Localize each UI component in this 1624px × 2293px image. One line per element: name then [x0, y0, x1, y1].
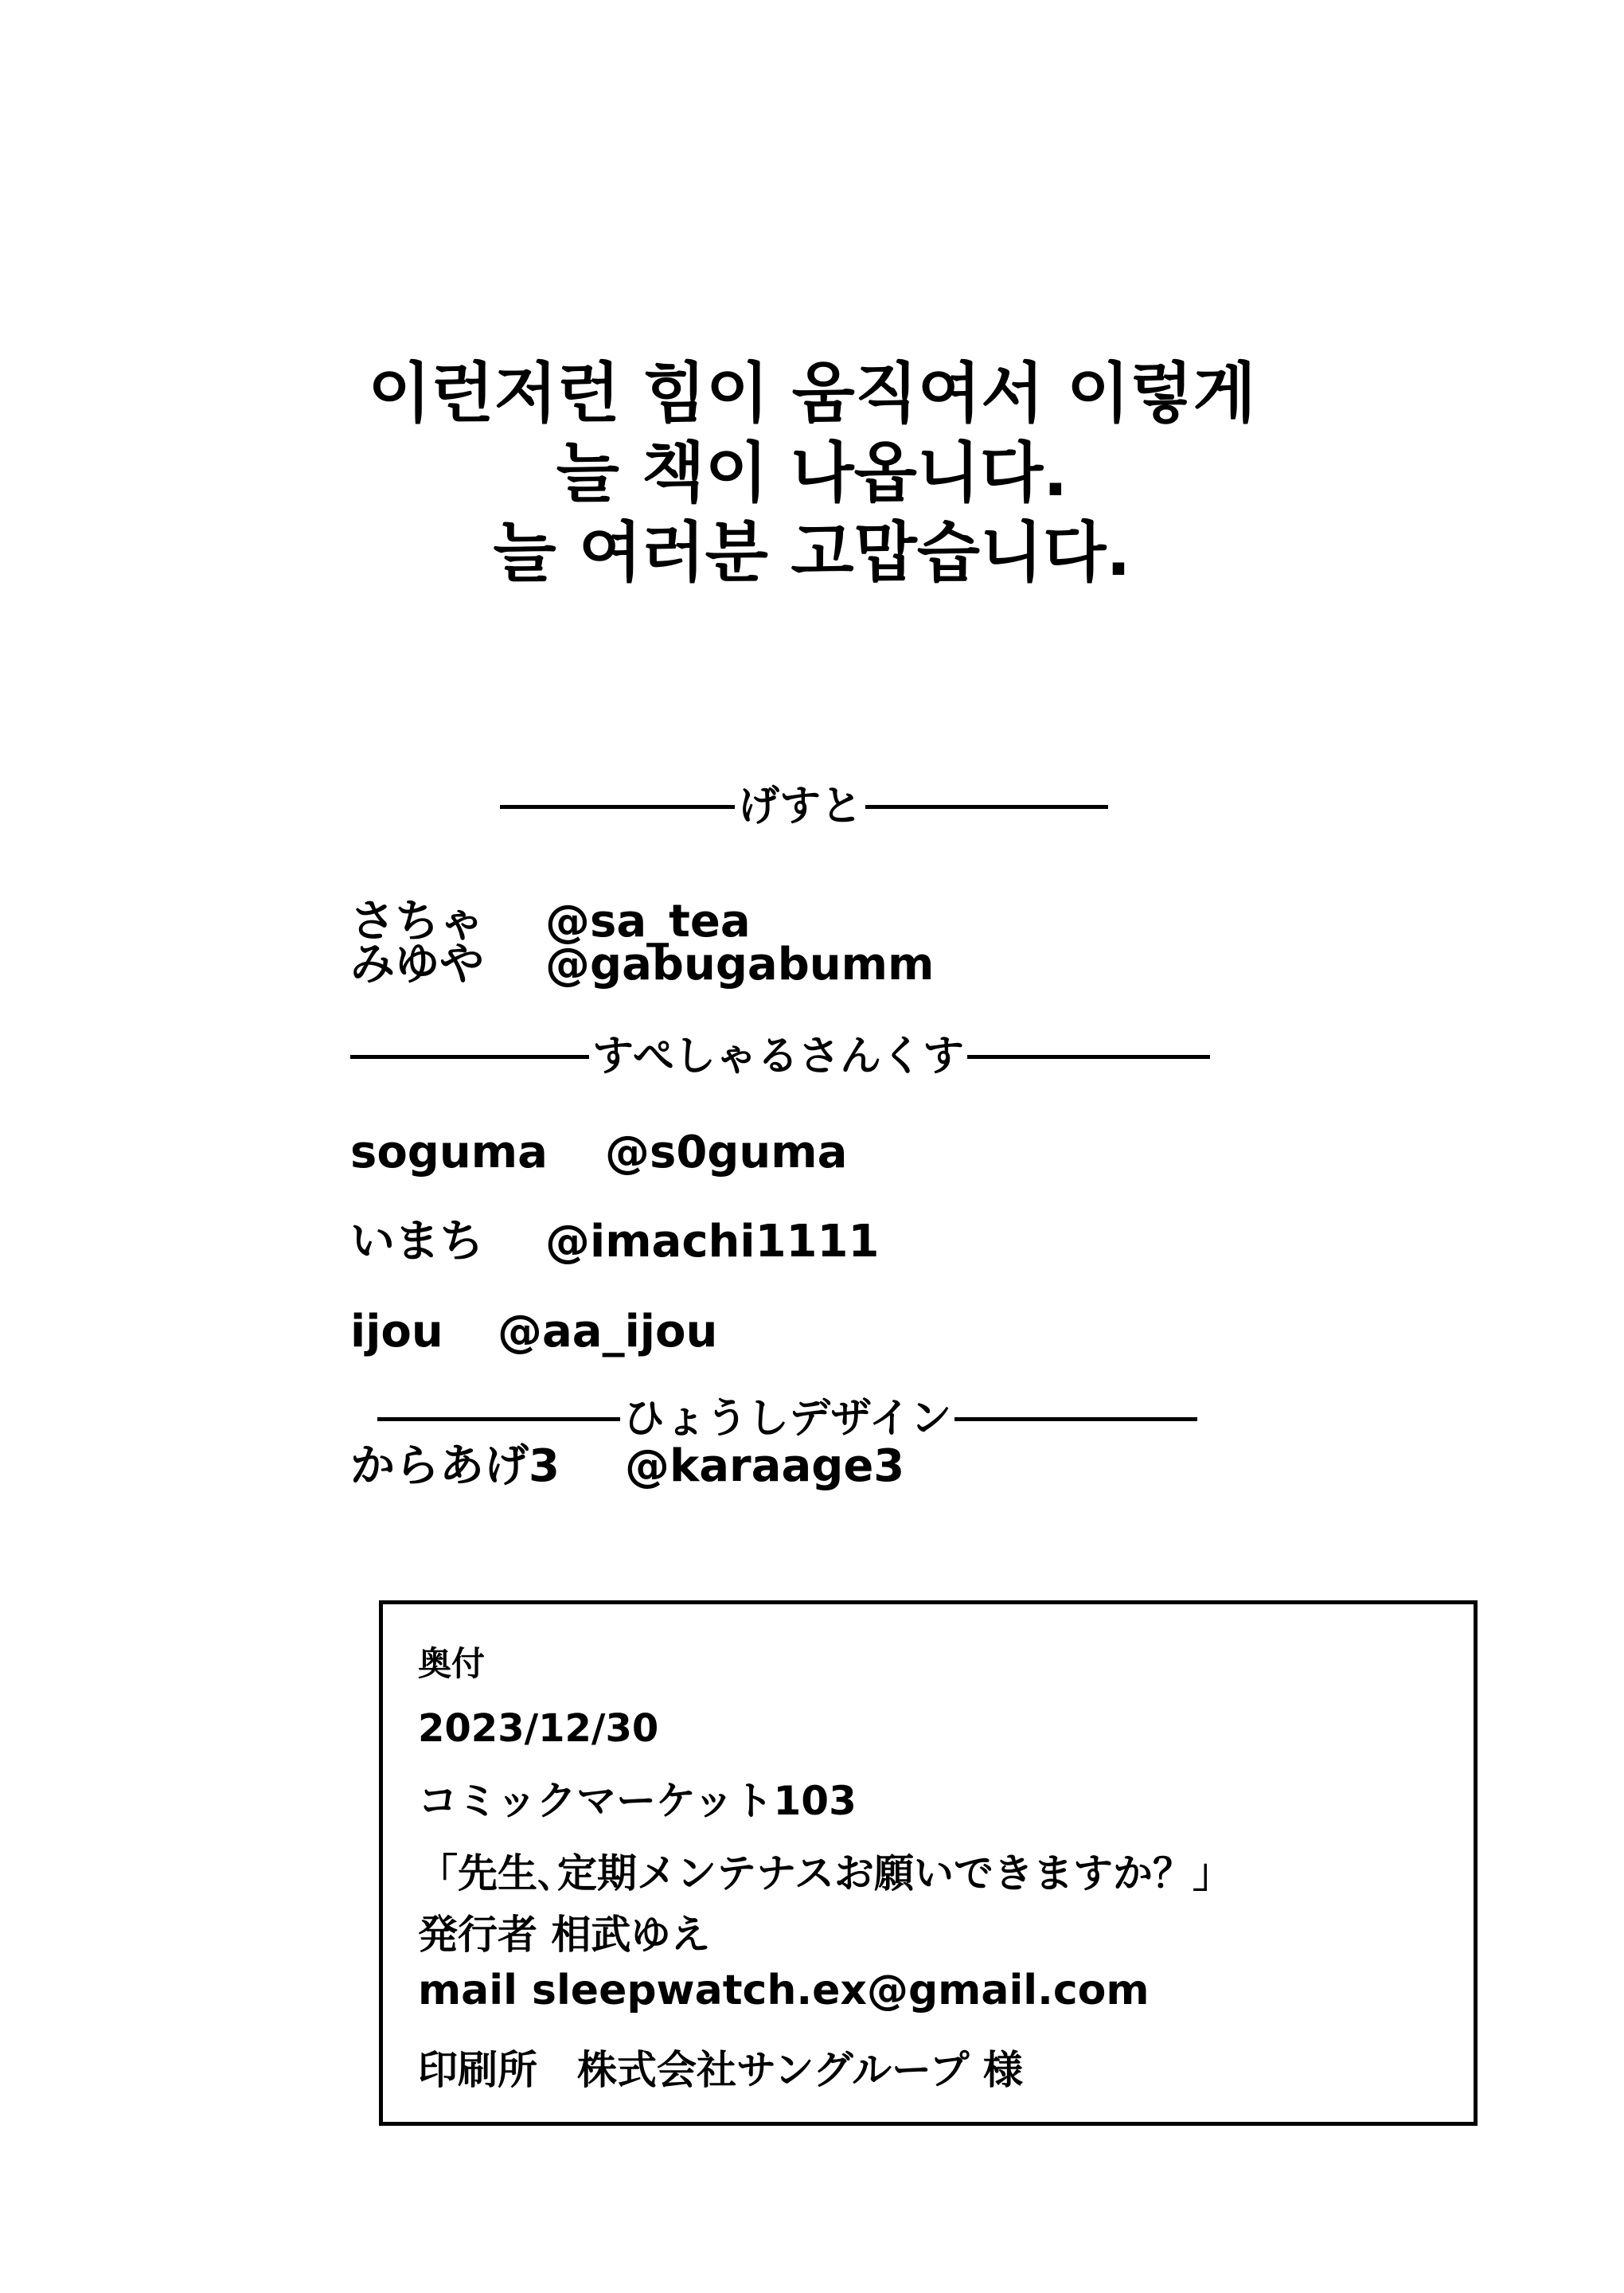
credit-name: からあげ3 — [350, 1440, 560, 1492]
credit-handle: @s0guma — [605, 1127, 848, 1178]
credit-entry — [350, 1129, 847, 1177]
message-line: 이런저런 힘이 움직여서 이렇게 — [368, 356, 1256, 432]
colophon-publisher: 発行者 相武ゆえ — [418, 1912, 711, 1958]
special-thanks-heading-label: すぺしゃるさんくす — [592, 1033, 964, 1080]
message-line: 늘 책이 나옵니다. — [556, 436, 1068, 511]
credit-name: いまち — [350, 1216, 484, 1268]
special-thanks-heading — [350, 1033, 1210, 1080]
colophon-title: 奥付 — [418, 1644, 486, 1683]
heading-rule-left — [500, 805, 735, 809]
colophon-box — [379, 1600, 1478, 2126]
heading-rule-right — [954, 1417, 1197, 1421]
credit-handle: @sa_tea — [545, 896, 751, 947]
credit-entry — [350, 941, 934, 989]
credit-name: soguma — [350, 1127, 548, 1178]
colophon-printer: 印刷所 株式会社サングループ 様 — [418, 2047, 1023, 2093]
credit-name: みゆや — [350, 939, 484, 990]
credit-entry — [350, 1218, 879, 1266]
heading-rule-left — [350, 1055, 589, 1059]
colophon-mail: mail sleepwatch.ex@gmail.com — [418, 1967, 1150, 2014]
heading-rule-right — [967, 1055, 1210, 1059]
credit-handle: @karaage3 — [625, 1440, 905, 1492]
guest-heading — [500, 783, 1108, 830]
colophon-date: 2023/12/30 — [418, 1706, 659, 1751]
credit-handle: @imachi1111 — [545, 1216, 880, 1268]
heading-rule-right — [865, 805, 1108, 809]
credit-handle: @gabugabumm — [545, 939, 935, 990]
credit-name: さちゃ — [350, 896, 484, 947]
guest-heading-label: げすと — [738, 783, 863, 830]
cover-design-heading — [377, 1395, 1197, 1443]
message-line: 늘 여러분 고맙습니다. — [493, 515, 1131, 591]
cover-design-heading-label: ひょうしデザイン — [623, 1395, 952, 1443]
credit-entry — [350, 1440, 905, 1492]
colophon-event: コミックマーケット103 — [418, 1778, 857, 1824]
heading-rule-left — [377, 1417, 620, 1421]
credit-name: ijou — [350, 1306, 443, 1357]
colophon-book-title: 「先生､定期メンテナスお願いできますか？」 — [418, 1850, 1232, 1897]
thanks-message — [0, 354, 1624, 593]
credit-handle: @aa_ijou — [498, 1306, 718, 1357]
credit-entry — [350, 1308, 717, 1356]
